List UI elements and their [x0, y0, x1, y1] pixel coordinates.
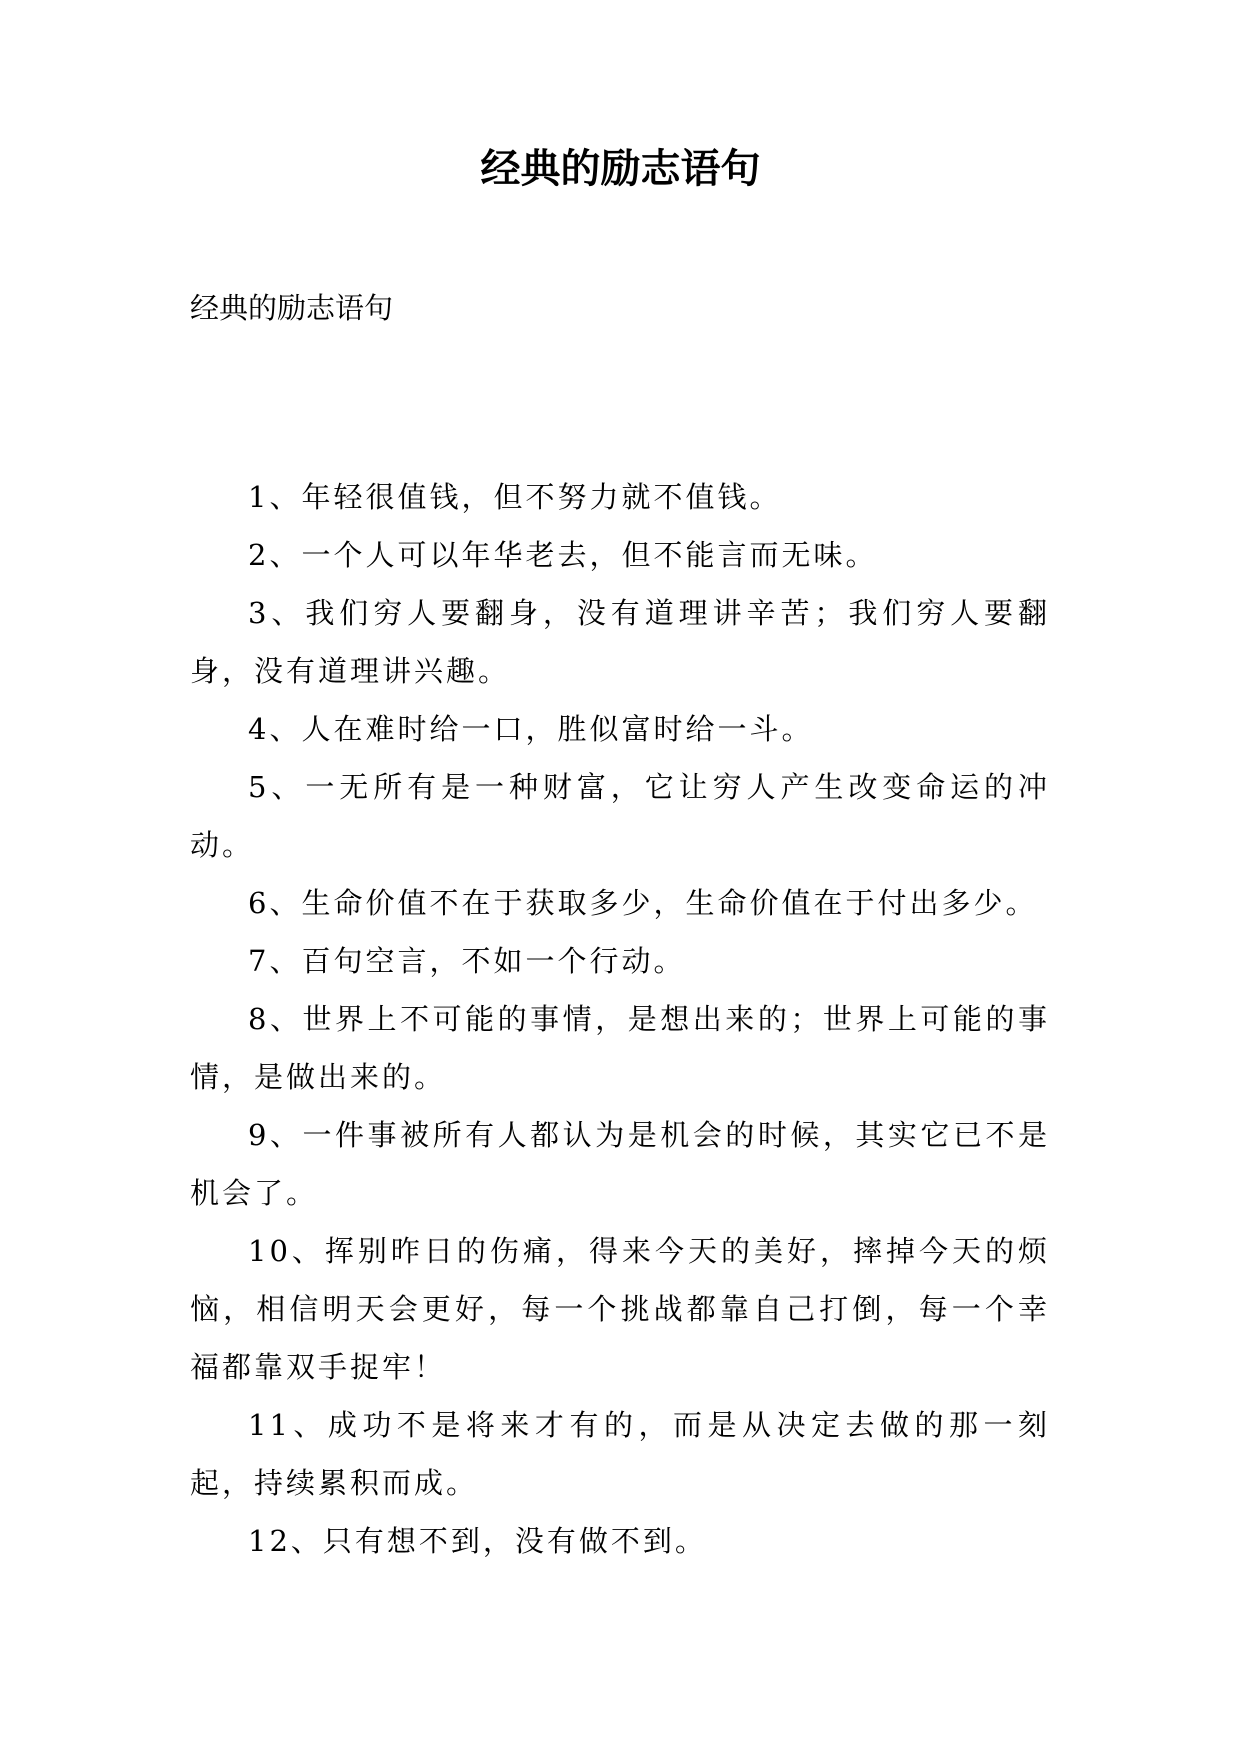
quote-paragraph: 12、只有想不到，没有做不到。	[248, 1524, 707, 1558]
quote-paragraph: 8、世界上不可能的事情，是想出来的；世界上可能的事情，是做出来的。	[190, 1002, 1050, 1094]
quote-paragraph: 4、人在难时给一口，胜似富时给一斗。	[248, 712, 814, 746]
document-subtitle: 经典的励志语句	[190, 291, 394, 325]
document-title: 经典的励志语句	[480, 146, 761, 192]
quote-paragraph: 1、年轻很值钱，但不努力就不值钱。	[248, 480, 782, 514]
quote-paragraph: 11、成功不是将来才有的，而是从决定去做的那一刻起，持续累积而成。	[190, 1408, 1050, 1500]
quote-paragraph: 7、百句空言，不如一个行动。	[248, 944, 686, 978]
document-body	[190, 468, 1050, 1570]
quote-paragraph: 6、生命价值不在于获取多少，生命价值在于付出多少。	[248, 886, 1038, 920]
quote-paragraph: 5、一无所有是一种财富，它让穷人产生改变命运的冲动。	[190, 770, 1050, 862]
quote-paragraph: 3、我们穷人要翻身，没有道理讲辛苦；我们穷人要翻身，没有道理讲兴趣。	[190, 596, 1050, 688]
quote-paragraph: 10、挥别昨日的伤痛，得来今天的美好，摔掉今天的烦恼，相信明天会更好，每一个挑战都靠自己打倒，每一个幸福都靠双手捉牢！	[190, 1234, 1050, 1384]
quote-paragraph: 9、一件事被所有人都认为是机会的时候，其实它已不是机会了。	[190, 1118, 1050, 1210]
quote-paragraph: 2、一个人可以年华老去，但不能言而无味。	[248, 538, 878, 572]
